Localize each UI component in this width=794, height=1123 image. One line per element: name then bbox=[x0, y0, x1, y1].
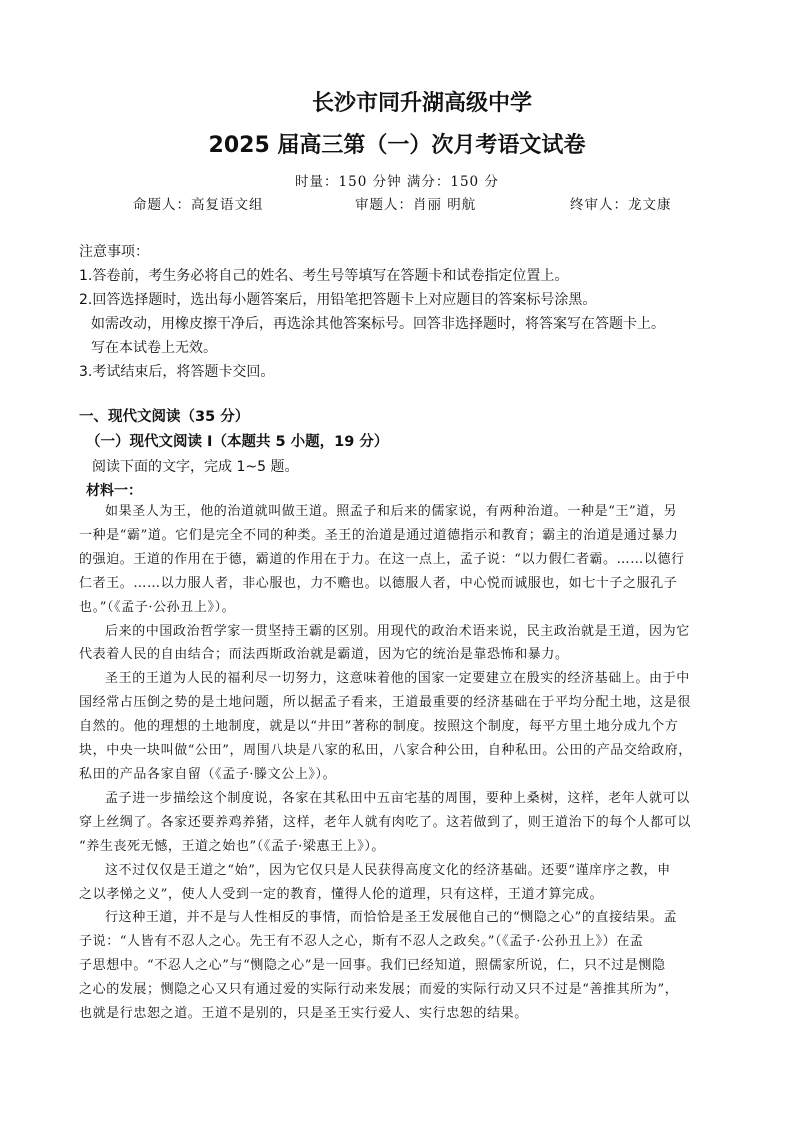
passage-line: 国经常占压倒之势的是土地问题，所以据孟子看来，王道最重要的经济基础在于平均分配土地，这是很 bbox=[79, 695, 692, 711]
passage-line: 如果圣人为王，他的治道就叫做王道。照孟子和后来的儒家说，有两种治道。一种是“王”道，另 bbox=[105, 504, 678, 519]
passage-line: 穿上丝绸了。各家还要养鸡养猪，这样，老年人就有肉吃了。这若做到了，则王道治下的每个人都可以 bbox=[79, 814, 692, 830]
passage-line: 子说：“人皆有不忍人之心。先王有不忍人之心，斯有不忍人之政矣。”（《孟子·公孙丑上》）在孟 bbox=[79, 934, 644, 950]
time-score-line: 时量：150 分钟 满分：150 分 bbox=[295, 174, 499, 190]
notice-item-2: 2.回答选择题时，选出每小题答案后，用铅笔把答题卡上对应题目的答案标号涂黑。 bbox=[79, 292, 597, 308]
notice-heading: 注意事项： bbox=[79, 244, 149, 260]
reading-instruction: 阅读下面的文字，完成 1~5 题。 bbox=[92, 459, 299, 475]
passage-line: 这不过仅仅是王道之“始”，因为它仅只是人民获得高度文化的经济基础。还要“谨庠序之教，申 bbox=[105, 862, 671, 878]
passage-line: 私田的产品各家自留（《孟子·滕文公上》）。 bbox=[79, 766, 337, 782]
notice-item-3: 3.考试结束后，将答题卡交回。 bbox=[79, 364, 275, 380]
notice-item-2-continued: 如需改动，用橡皮擦干净后，再选涂其他答案标号。回答非选择题时，将答案写在答题卡上。 bbox=[91, 316, 665, 332]
notice-block bbox=[79, 240, 739, 384]
passage-line: 的强迫。王道的作用在于德，霸道的作用在于力。在这一点上，孟子说：“以力假仁者霸。……以德行 bbox=[79, 551, 685, 567]
setter-line: 命题人：高复语文组 bbox=[133, 197, 264, 213]
passage-line: 自然的。他的理想的土地制度，就是以“井田”著称的制度。按照这个制度，每平方里土地分成九个方 bbox=[79, 719, 679, 735]
passage-line: 之心的发展；恻隐之心又只有通过爱的实际行动来发展；而爱的实际行动又只不过是“善推其所为”， bbox=[79, 982, 679, 998]
passage-line: 子思想中。“不忍人之心”与“恻隐之心”是一回事。我们已经知道，照儒家所说，仁，只不过是恻隐 bbox=[79, 958, 666, 974]
section-heading: 一、现代文阅读（35 分） bbox=[79, 409, 250, 425]
notice-item-1: 1.答卷前，考生务必将自己的姓名、考生号等填写在答题卡和试卷指定位置上。 bbox=[79, 268, 569, 284]
passage-line: 也。”（《孟子·公孙丑上》）。 bbox=[79, 599, 236, 615]
passage-line: “养生丧死无憾，王道之始也”（《孟子·梁惠王上》）。 bbox=[79, 838, 386, 854]
passage-line: 代表着人民的自由结合；而法西斯政治就是霸道，因为它的统治是靠恐怖和暴力。 bbox=[79, 647, 569, 663]
passage-line: 后来的中国政治哲学家一贯坚持王霸的区别。用现代的政治术语来说，民主政治就是王道，因为它 bbox=[105, 623, 690, 639]
passage-line: 之以孝悌之义”，使人人受到一定的教育，懂得人伦的道理，只有这样，王道才算完成。 bbox=[79, 886, 604, 902]
school-name: 长沙市同升湖高级中学 bbox=[311, 91, 532, 116]
passage-line: 一种是“霸”道。它们是完全不同的种类。圣王的治道是通过道德指示和教育；霸主的治道是通过暴力 bbox=[79, 527, 679, 543]
passage-line: 圣王的王道为人民的福利尽一切努力，这意味着他的国家一定要建立在殷实的经济基础上。由于中 bbox=[105, 671, 690, 687]
passage-text bbox=[79, 500, 715, 1026]
final-reviewer-line: 终审人：龙文康 bbox=[570, 197, 672, 213]
subsection-heading: （一）现代文阅读 I（本题共 5 小题，19 分） bbox=[86, 434, 389, 450]
reviewer-line: 审题人：肖丽 明航 bbox=[355, 197, 477, 213]
passage-line: 孟子进一步描绘这个制度说，各家在其私田中五亩宅基的周围，要种上桑树，这样，老年人就可以 bbox=[105, 790, 690, 806]
passage-line: 块，中央一块叫做“公田”，周围八块是八家的私田，八家合种公田，自种私田。公田的产品交给政府， bbox=[79, 743, 692, 759]
passage-line: 行这种王道，并不是与人性相反的事情，而恰恰是圣王发展他自己的“恻隐之心”的直接结果。孟 bbox=[105, 910, 678, 926]
notice-item-2-continued-2: 写在本试卷上无效。 bbox=[91, 340, 217, 356]
passage-line: 也就是行忠恕之道。王道不是别的，只是圣王实行爱人、实行忠恕的结果。 bbox=[79, 1006, 528, 1022]
passage-line: 仁者王。……以力服人者，非心服也，力不赡也。以德服人者，中心悦而诚服也，如七十子之服孔子 bbox=[79, 575, 678, 591]
material-label: 材料一： bbox=[86, 483, 142, 499]
exam-title: 2025 届高三第（一）次月考语文试卷 bbox=[208, 133, 586, 158]
